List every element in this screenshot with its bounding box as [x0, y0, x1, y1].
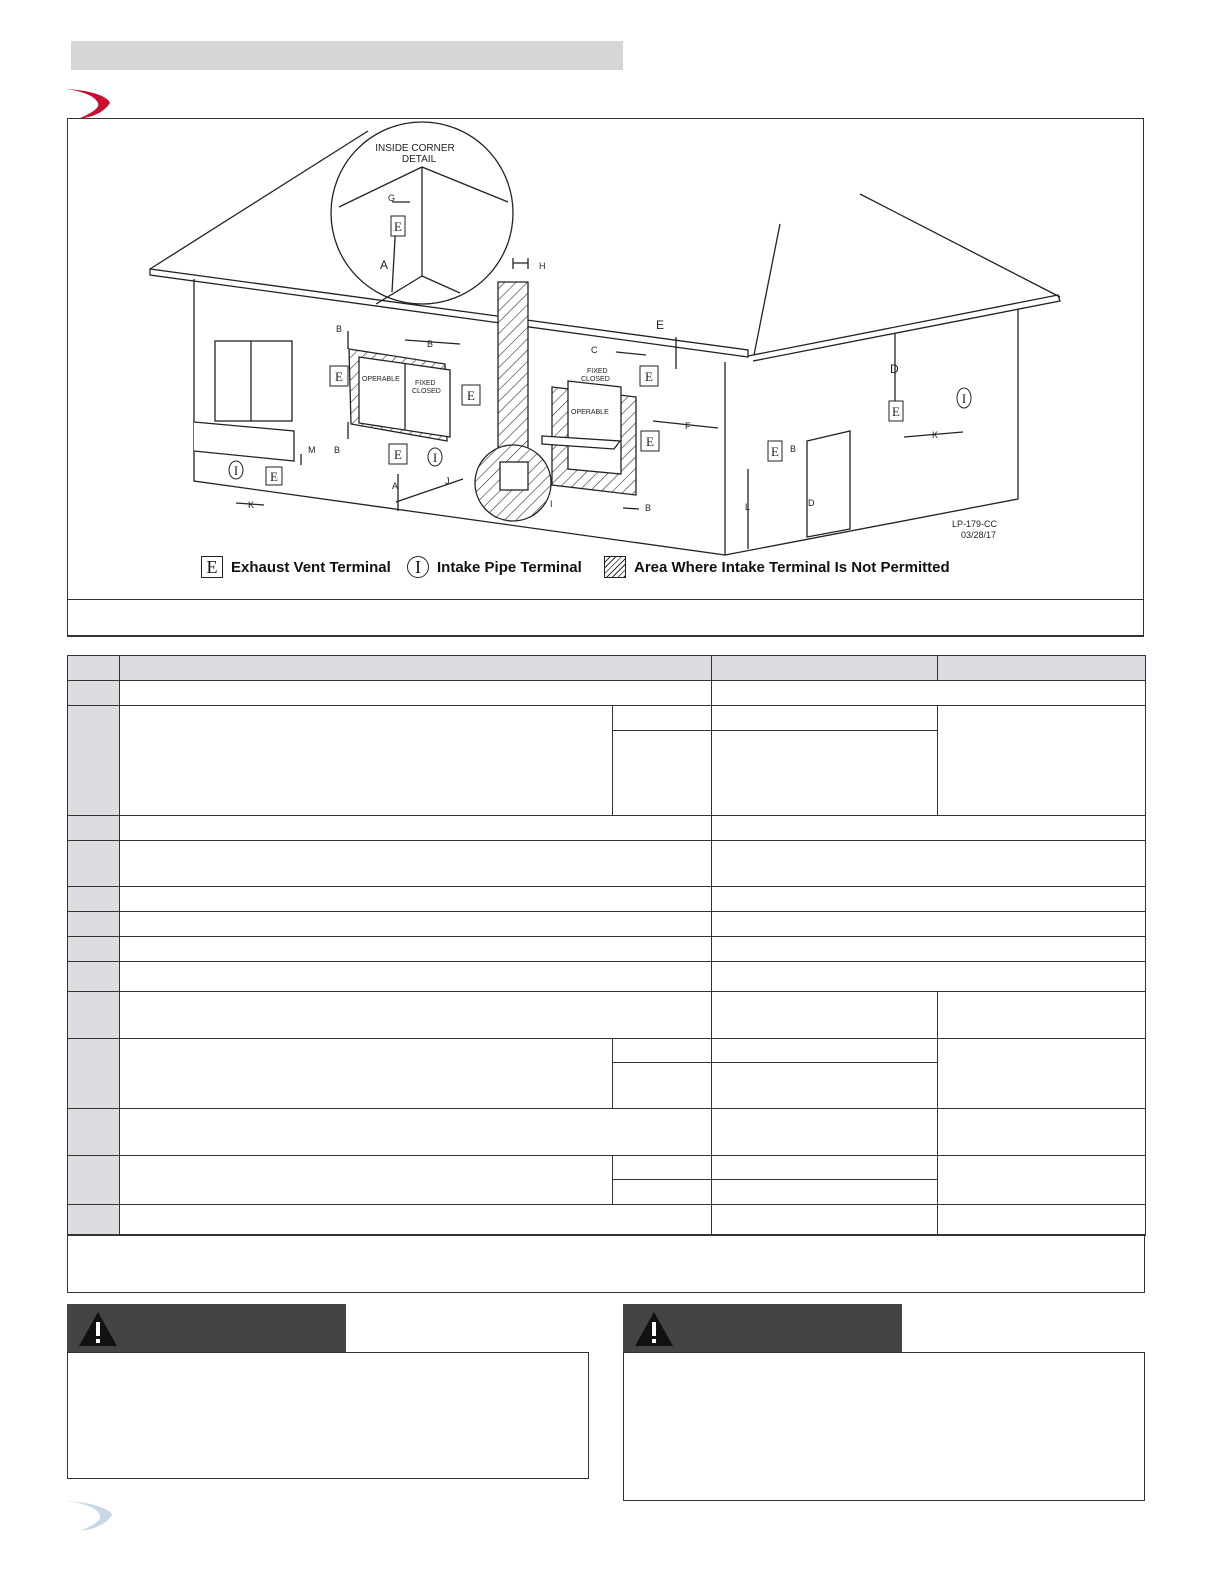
window-closed-label-right: CLOSED	[581, 376, 610, 383]
drawing-id: LP-179-CC	[952, 519, 998, 529]
dim-label-B-top: B	[336, 324, 343, 334]
drawing-date: 03/28/17	[961, 530, 997, 540]
legend-not-permitted-label: Area Where Intake Terminal Is Not Permitted	[634, 558, 950, 576]
exhaust-terminal	[391, 216, 405, 236]
dim-label-A-inset: A	[380, 258, 389, 272]
header-cell	[712, 656, 938, 681]
dim-label-D: D	[890, 362, 899, 376]
exhaust-terminal	[640, 366, 658, 386]
svg-text:I: I	[961, 391, 967, 406]
dim-label-I: I	[550, 499, 553, 509]
header-cell	[938, 656, 1146, 681]
window-operable-label: OPERABLE	[362, 376, 400, 383]
figure-caption-box	[67, 599, 1144, 637]
inset-title-line1: INSIDE CORNER	[375, 143, 455, 154]
svg-text:I: I	[233, 463, 239, 478]
legend-exhaust-label: Exhaust Vent Terminal	[231, 558, 391, 576]
dim-label-B-right: B	[645, 503, 652, 513]
table-row	[68, 887, 1146, 912]
table-row	[68, 1109, 1146, 1156]
legend-exhaust	[201, 556, 391, 578]
warning-header	[67, 1304, 346, 1352]
intake-terminal	[428, 448, 442, 466]
dim-label-A: A	[392, 481, 399, 491]
svg-text:I: I	[432, 450, 438, 465]
window-fixed-label: FIXED	[415, 380, 436, 387]
warning-header	[623, 1304, 902, 1352]
dim-label-B-door: B	[790, 444, 797, 454]
table-row	[68, 937, 1146, 962]
dim-label-E: E	[656, 318, 665, 332]
table-row	[68, 681, 1146, 706]
exhaust-terminal	[389, 444, 407, 464]
dim-label-G: G	[388, 193, 396, 203]
dim-label-F: F	[685, 421, 691, 431]
dim-label-C: C	[591, 345, 598, 355]
intake-terminal	[957, 388, 971, 408]
dim-label-D-door: D	[808, 498, 815, 508]
table-row	[68, 1205, 1146, 1236]
header-cell	[120, 656, 712, 681]
table-row	[68, 706, 1146, 731]
table-row	[68, 841, 1146, 887]
dim-label-B-mid: B	[427, 339, 434, 349]
dim-label-L: L	[745, 502, 751, 512]
dim-label-B-low: B	[334, 445, 341, 455]
exhaust-terminal	[768, 441, 782, 461]
intake-legend-icon: I	[407, 556, 429, 578]
clearance-table	[67, 655, 1146, 1236]
header-title-bar	[71, 41, 623, 70]
warning-body	[623, 1352, 1145, 1501]
exhaust-symbol-text: E	[394, 219, 402, 234]
svg-text:E: E	[645, 369, 653, 384]
legend-not-permitted	[604, 556, 950, 578]
svg-text:E: E	[467, 388, 475, 403]
table-row	[68, 1156, 1146, 1180]
table-footnote-box	[67, 1234, 1145, 1293]
exhaust-legend-icon: E	[201, 556, 223, 578]
brand-logo-icon	[64, 86, 114, 120]
warning-body	[67, 1352, 589, 1479]
footer-logo-icon	[64, 1498, 116, 1532]
dim-label-K-right: K	[932, 430, 939, 440]
dim-label-M: M	[308, 445, 316, 455]
inset-title-line2: DETAIL	[401, 154, 437, 165]
table-row	[68, 1039, 1146, 1063]
svg-text:E: E	[335, 369, 343, 384]
exhaust-terminal	[462, 385, 480, 405]
exhaust-terminal	[330, 366, 348, 386]
svg-text:E: E	[270, 469, 278, 484]
hatch-legend-icon	[604, 556, 626, 578]
table-row	[68, 816, 1146, 841]
svg-text:E: E	[771, 444, 779, 459]
warning-triangle-icon	[634, 1311, 674, 1347]
svg-text:E: E	[394, 447, 402, 462]
header-cell	[68, 656, 120, 681]
exhaust-terminal	[889, 401, 903, 421]
vent-clearance-diagram	[68, 119, 1143, 598]
warning-triangle-icon	[78, 1311, 118, 1347]
exhaust-terminal	[266, 467, 282, 485]
table-row	[68, 912, 1146, 937]
legend-intake-label: Intake Pipe Terminal	[437, 558, 582, 576]
table-row	[68, 992, 1146, 1039]
dim-label-H: H	[539, 261, 546, 271]
table-row	[68, 962, 1146, 992]
dim-label-J: J	[445, 476, 450, 486]
svg-text:E: E	[892, 404, 900, 419]
window-operable-label-right: OPERABLE	[571, 409, 609, 416]
warning-box-left	[67, 1304, 589, 1479]
window-fixed-label-right: FIXED	[587, 368, 608, 375]
svg-text:E: E	[646, 434, 654, 449]
window-closed-label: CLOSED	[412, 388, 441, 395]
exhaust-terminal	[641, 431, 659, 451]
intake-terminal	[229, 461, 243, 479]
dim-label-K-left: K	[248, 500, 255, 510]
warning-box-right	[623, 1304, 1145, 1501]
legend-intake	[407, 556, 582, 578]
